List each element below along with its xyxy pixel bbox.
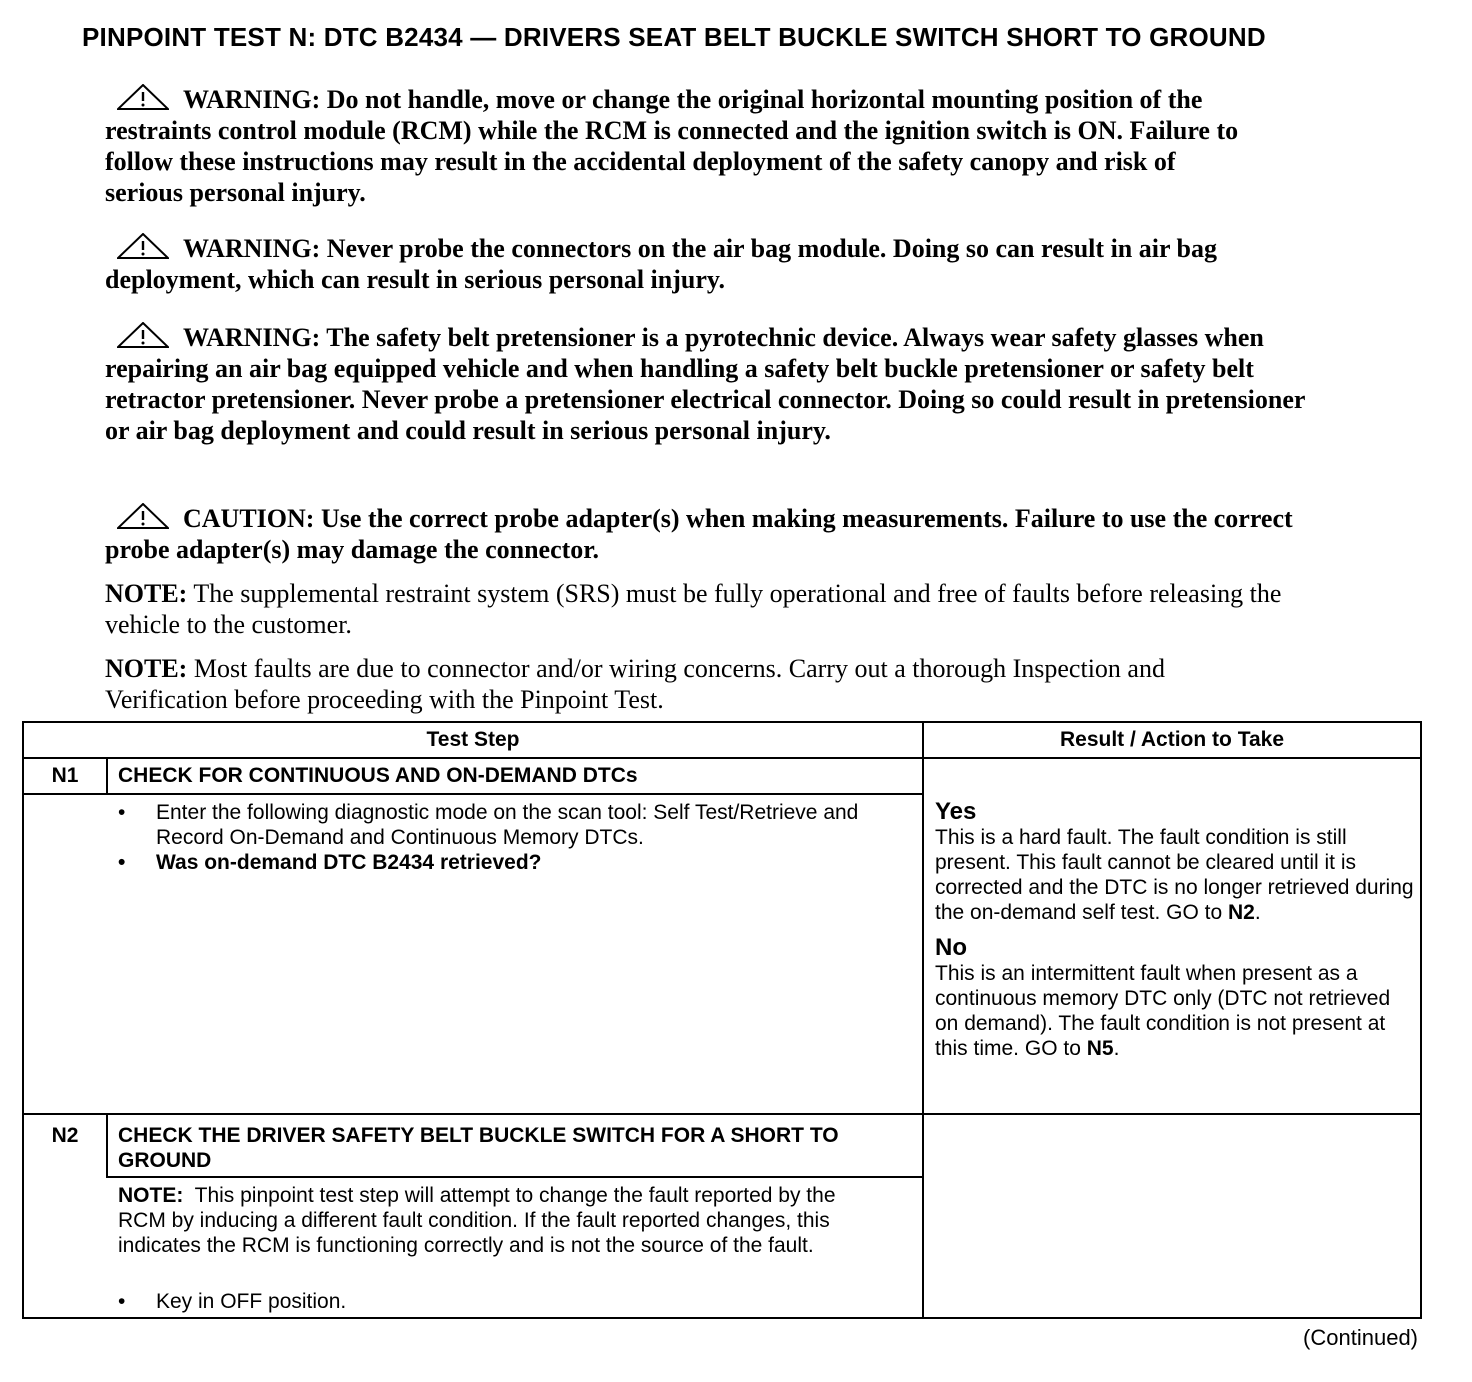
caution-triangle-icon [117,503,169,529]
goto-step-n2[interactable]: N2 [1228,901,1255,924]
result-end: . [1113,1037,1120,1060]
table-rule [922,723,924,1317]
caution-block [105,503,1305,565]
table-rule [24,793,922,795]
step-title-n1: CHECK FOR CONTINUOUS AND ON-DEMAND DTCs [118,764,638,787]
result-end: . [1254,901,1261,924]
result-no-text [935,961,1419,1061]
pinpoint-test-table [22,721,1422,1319]
warning-block-1 [105,84,1245,208]
note-text: The supplemental restraint system (SRS) must be fully operational and free of faults before releasing the vehicle to the customer. [105,579,1282,639]
note-text: This pinpoint test step will attempt to change the fault reported by the RCM by inducing a different fault condition. If the fault reported changes, this indicates the RCM is functioning correctly and is not the source of the fault. [118,1184,836,1257]
continued-label: (Continued) [1303,1325,1418,1350]
note-block-1 [105,578,1305,640]
warning-triangle-icon [117,233,169,259]
warning-triangle-icon [117,322,169,348]
header-result-action: Result / Action to Take [1059,728,1285,751]
page-title: PINPOINT TEST N: DTC B2434 — DRIVERS SEAT BELT BUCKLE SWITCH SHORT TO GROUND [82,22,1266,52]
warning-block-2 [105,233,1325,295]
warning-triangle-icon [117,84,169,110]
result-text: This is an intermittent fault when present as a continuous memory DTC only (DTC not retrieved on demand). The fault condition is not present at this time. GO to [935,962,1391,1060]
warning-text: Never probe the connectors on the air bag module. Doing so can result in air bag deployment, which can result in serious personal injury. [105,234,1218,294]
step-bullet: • Enter the following diagnostic mode on the scan tool: Self Test/Retrieve and Record On-Demand and Continuous Memory DTCs. [118,800,888,850]
result-no-label: No [935,934,967,961]
result-text: This is a hard fault. The fault condition is still present. This fault cannot be cleared until it is corrected and the DTC is no longer retrieved during the on-demand self test. GO to [935,826,1414,924]
caution-label: CAUTION: [183,504,315,533]
warning-label: WARNING: [183,234,321,263]
warning-text: The safety belt pretensioner is a pyrotechnic device. Always wear safety glasses when repairing an air bag equipped vehicle and when handling a safety belt buckle pretensioner or safety belt retractor pretensioner. Never probe a pretensioner electrical connector. Doing so could result in pretensioner or air bag deployment and could result in serious personal injury. [105,323,1305,445]
warning-label: WARNING: [183,85,321,114]
warning-label: WARNING: [183,323,321,352]
table-rule [106,1176,922,1178]
note-label: NOTE: [105,654,188,683]
result-n1 [935,798,1419,1061]
step-bullets-n2 [118,1289,888,1314]
table-rule [106,1113,108,1176]
caution-text: Use the correct probe adapter(s) when making measurements. Failure to use the correct probe adapter(s) may damage the connector. [105,504,1293,564]
table-rule [106,757,108,793]
note-label: NOTE: [118,1184,184,1207]
table-rule [24,757,1420,759]
step-title-n2: CHECK THE DRIVER SAFETY BELT BUCKLE SWITCH FOR A SHORT TO GROUND [118,1124,839,1172]
step-id-n1: N1 [51,764,79,787]
step-bullet: • Was on-demand DTC B2434 retrieved? [118,850,888,875]
note-text: Most faults are due to connector and/or wiring concerns. Carry out a thorough Inspection and Verification before proceeding with the Pinpoint Test. [105,654,1165,714]
step-note-n2 [118,1183,878,1258]
note-block-2 [105,653,1225,715]
result-yes-text [935,825,1419,925]
warning-text: Do not handle, move or change the original horizontal mounting position of the restraints control module (RCM) while the RCM is connected and the ignition switch is ON. Failure to follow these instructions may result in the accidental deployment of the safety canopy and risk of serious personal injury. [105,85,1239,207]
step-bullet: • Key in OFF position. [118,1289,888,1314]
result-yes-label: Yes [935,798,977,825]
goto-step-n5[interactable]: N5 [1086,1037,1114,1060]
header-test-step: Test Step [426,728,520,751]
step-id-n2: N2 [51,1124,79,1147]
table-rule [24,1113,1420,1115]
warning-block-3 [105,322,1325,446]
step-bullets-n1 [118,800,888,875]
note-label: NOTE: [105,579,188,608]
